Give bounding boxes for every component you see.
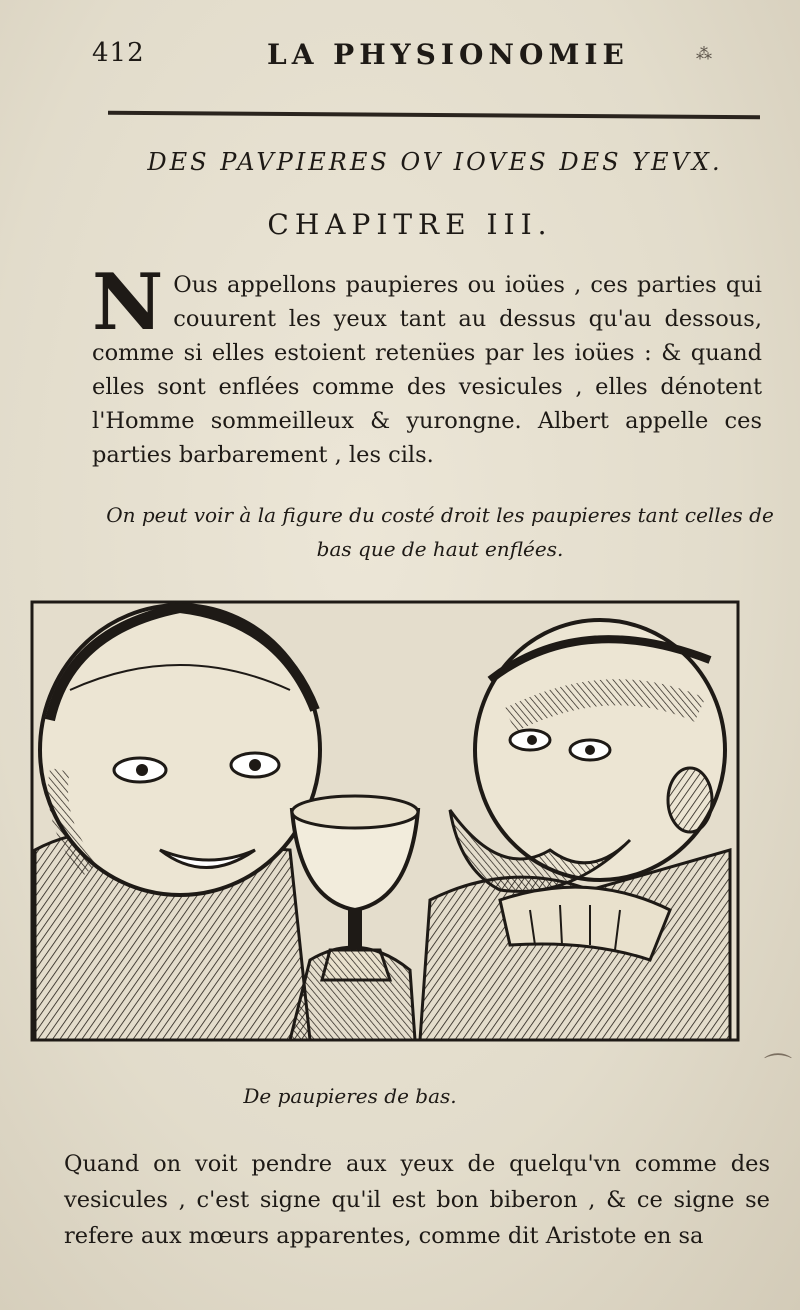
chapter-title: CHAPITRE III. xyxy=(267,208,553,241)
body-paragraph xyxy=(92,257,762,472)
page-header xyxy=(92,38,732,78)
woodcut-illustration xyxy=(30,600,740,1042)
header-rule xyxy=(108,111,760,120)
figure-caption-bottom: De paupieres de bas. xyxy=(243,1084,457,1108)
body-paragraph-text: Ous appellons paupieres ou ioües , ces parties qui couurent les yeux tant au dessus qu'au dessous, comme si elles estoient retenües par les ioües : & quand elles sont enflées comme des vesicules , elles dénotent l'Homme sommeilleux & yurongne. Albert appelle ces parties barbarement , les cils. xyxy=(92,272,762,468)
figure-caption-top: On peut voir à la figure du costé droit les paupieres tant celles de bas que de haut enflées. xyxy=(106,503,774,561)
page-number: 412 xyxy=(92,38,145,68)
running-title: LA PHYSIONOMIE xyxy=(267,38,629,71)
ornament-icon: ⁂ xyxy=(696,44,712,63)
lower-paragraph: Quand on voit pendre aux yeux de quelqu'vn comme des vesicules , c'est signe qu'il est bon biberon , & ce signe se refere aux mœurs apparentes, comme dit Aristote en sa xyxy=(64,1151,770,1249)
drop-cap: N xyxy=(92,257,164,348)
section-title: DES PAVPIERES OV IOVES DES YEVX. xyxy=(147,148,723,176)
marginal-mark-icon: ⌒ xyxy=(763,1051,792,1084)
